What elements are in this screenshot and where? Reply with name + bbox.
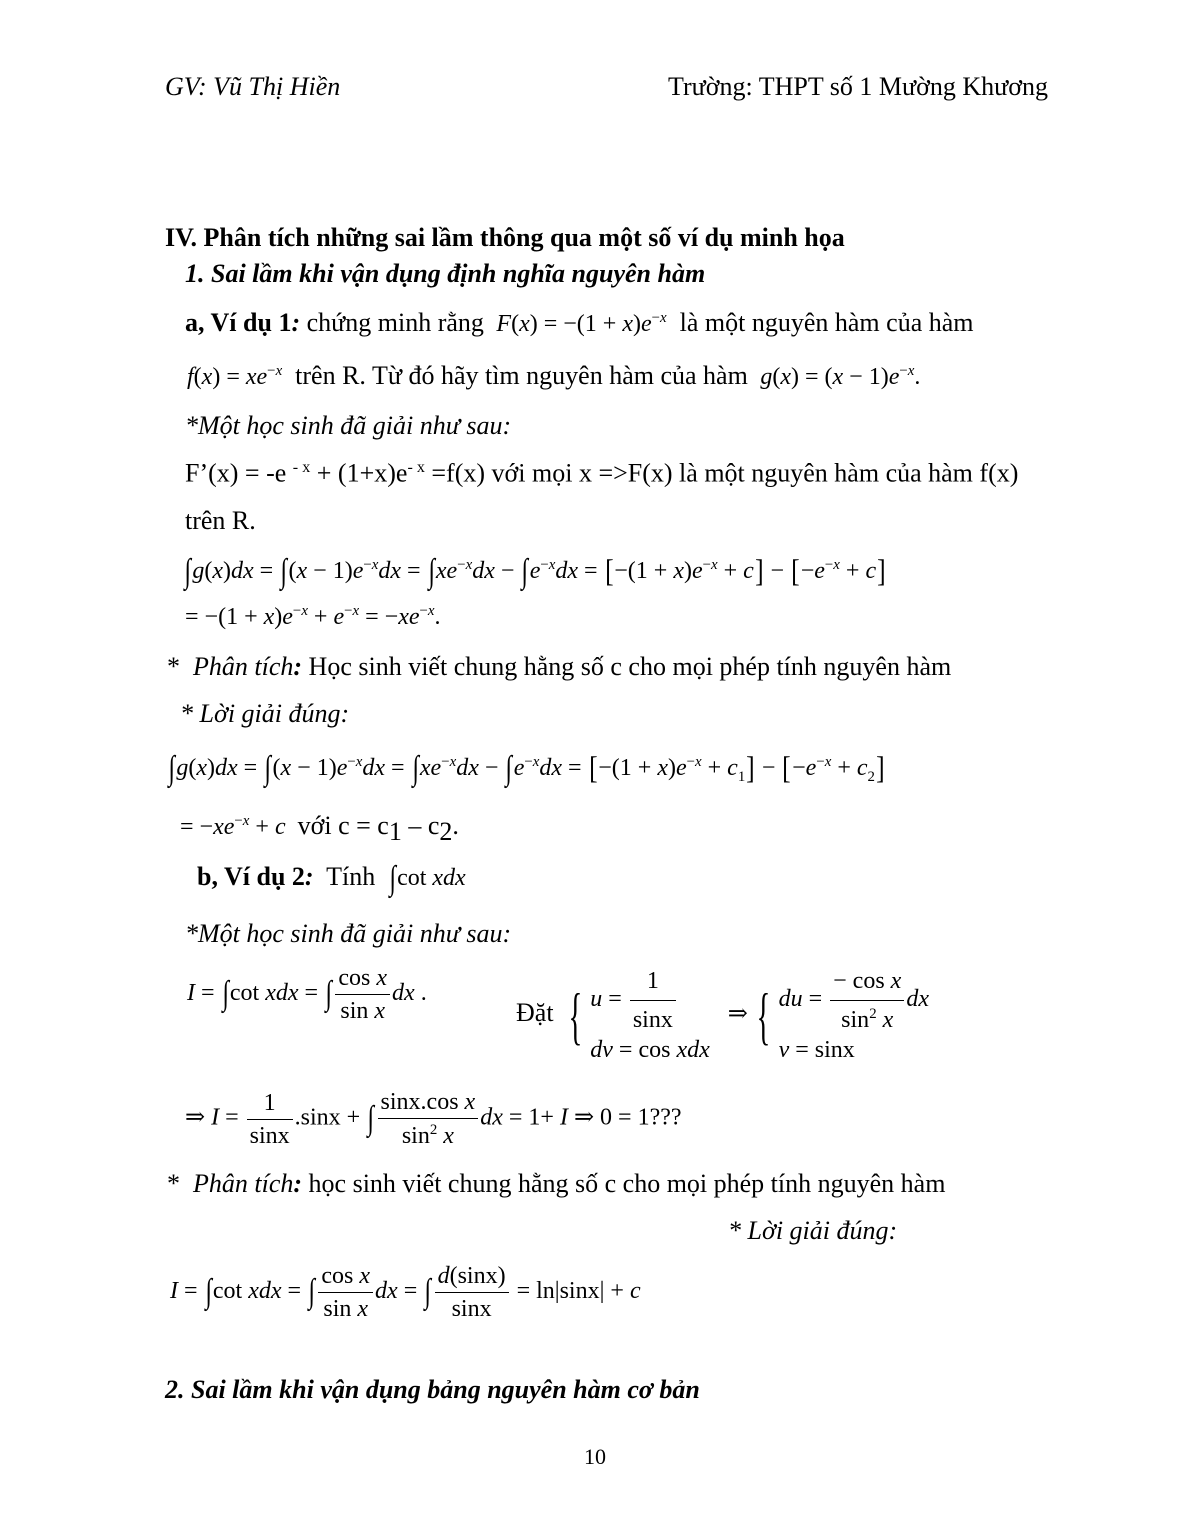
example1-student-result: = $-(1 + x)e^{-x} + e^{-x} = -xe^{-x}$. [185, 603, 441, 630]
example2-student-result: ⇒ I = $\frac{1}{\sin x}$ .sinx + ∫ $\frac{\text{sinx.cos x}}{\sin^2 x}$ dx = 1+ I ⇒ 0 = 1??? [185, 1089, 682, 1149]
example1-analysis: * Phân tích: Học sinh viết chung hằng số c cho mọi phép tính nguyên hàm [167, 652, 952, 681]
subsection-1-title: 1. Sai lầm khi vận dụng định nghĩa nguyên hàm [185, 259, 706, 288]
example2-correct-solution: I = ∫cot xdx = ∫ $\frac{\text{cos x}}{\text{sin x}}$ dx = ∫ $\frac{d(\sin x)}{\sin x}$ = ln|sinx| + c [170, 1263, 641, 1322]
example1-correct-label: * Lời giải đúng: [180, 699, 350, 728]
formula-F: $F(x) = -(1 + x)e^{-x}$ [496, 310, 667, 337]
example2-correct-label: * Lời giải đúng: [728, 1216, 898, 1245]
example2-student-intro: *Một học sinh đã giải như sau: [185, 919, 512, 948]
page-number: 10 [584, 1444, 606, 1469]
example2-label: b, Ví dụ 2 [197, 862, 305, 891]
example1-label: a, Ví dụ 1 [185, 308, 292, 337]
header-school: Trường: THPT số 1 Mường Khương [668, 72, 1048, 101]
example2-analysis: * Phân tích: học sinh viết chung hằng số c cho mọi phép tính nguyên hàm [167, 1169, 946, 1198]
example1-statement: a, Ví dụ 1: chứng minh rằng $F(x) = -(1 + x)e^{-x}$ là một nguyên hàm của hàm [185, 308, 974, 337]
example1-student-intro: *Một học sinh đã giải như sau: [185, 411, 512, 440]
example1-correct-integral: $\int g(x)dx = \int(x - 1)e^{-x}dx = \int xe^{-x}dx - \int e^{-x}dx = [-(1 + x)e^{-x} + c_1] - [-e^{-x} + c_2]$ [168, 749, 885, 787]
section-title: IV. Phân tích những sai lầm thông qua một số ví dụ minh họa [165, 223, 845, 252]
example2-student-setup: I = ∫cot xdx = ∫ $\frac{\text{cos x}}{\text{sin x}}$ dx . [187, 965, 427, 1024]
formula-g: $g(x) = (x - 1)e^{-x}$. [760, 363, 921, 390]
example1-student-line2: trên R. [185, 506, 256, 535]
header-teacher: GV: Vũ Thị Hiền [165, 72, 341, 101]
formula-f: $f(x) = xe^{-x}$ [187, 363, 283, 390]
example2-statement: b, Ví dụ 2: Tính ∫cot xdx [197, 860, 466, 897]
example1-student-line1: F’(x) = -e $^{- x} + (1+x)e^{- x} =f(x)$ với mọi x =>F(x) là một nguyên hàm của hàm f(x) [185, 458, 1019, 488]
example1-correct-result: = $-xe^{-x} + c$ với $c = c_1 - c_2$. [180, 811, 459, 846]
example1-intro: chứng minh rằng [306, 308, 484, 337]
example1-student-integral: $\int g(x)dx = \int(x - 1)e^{-x}dx = \int xe^{-x}dx - \int e^{-x}dx = [-(1 + x)e^{-x} + c] - [-e^{-x} + c]$ [184, 552, 886, 590]
example2-substitution: Đặt { u = $\frac{1}{\sin x}$ dv = cos xdx ⇒ { du = $\frac{\text{− cos x}}{\sin^2 x}$ dx v = sinx [516, 968, 929, 1063]
example1-line2: $f(x) = xe^{-x}$ trên R. Từ đó hãy tìm nguyên hàm của hàm $g(x) = (x - 1)e^{-x}$. [187, 361, 921, 390]
subsection-2-title: 2. Sai lầm khi vận dụng bảng nguyên hàm cơ bản [165, 1375, 700, 1404]
